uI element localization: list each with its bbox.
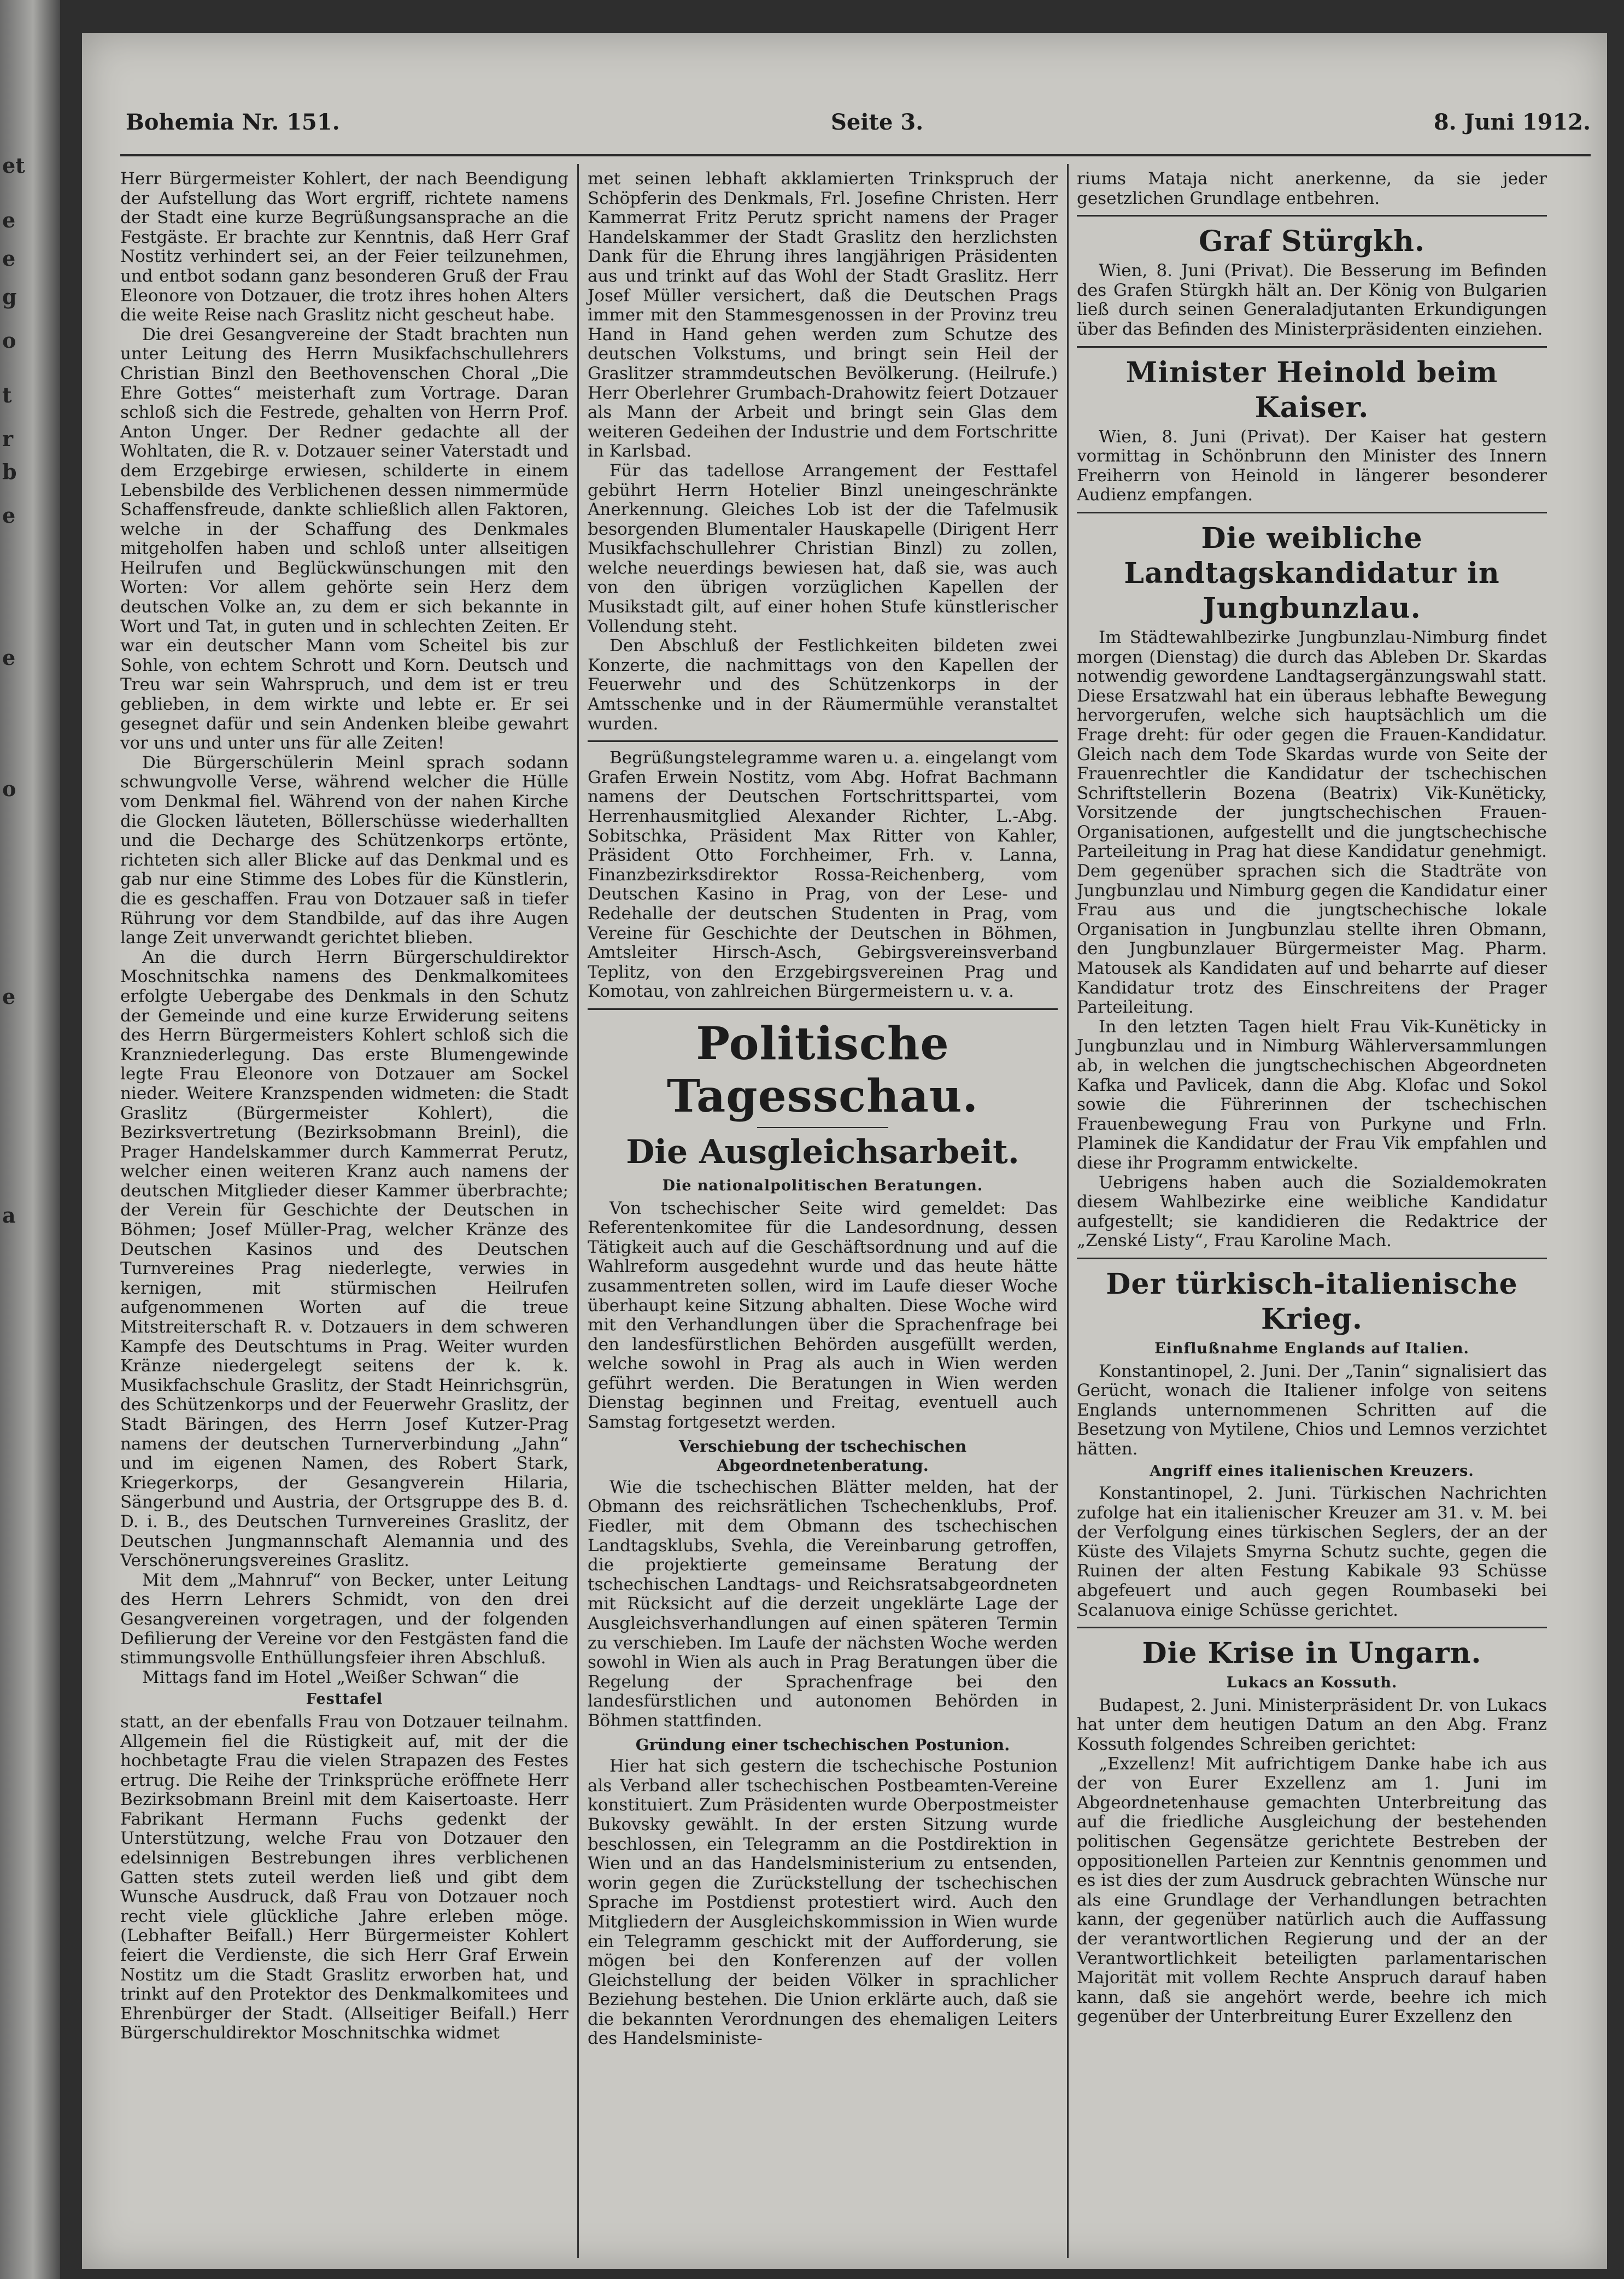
- adjacent-page-edge: [0, 0, 60, 2279]
- article-subtitle: Die nationalpolitischen Beratungen.: [662, 1177, 983, 1194]
- edge-fragment: et: [2, 153, 25, 178]
- article-paragraph: Hier hat sich gestern die tschechische Postunion als Verband aller tschechischen Postbeamten-Vereine konstituiert. Zum Präsidenten wurde Oberpostmeister Bukovsky gewählt. In der ersten Sitzung wurde beschlossen, ein Telegramm an die Postdirektion in Wien und an das Handelsministerium zu entsenden, worin gegen die Zurückstellung der tschechischen Sprache im Postdienst protestiert wird. Auch den Mitgliedern der Ausgleichskommission in Wien wurde ein Telegramm geschickt mit der Aufforderung, sie mögen bei den Konferenzen auf der vollen Gleichstellung der beiden Völker in sprachlicher Beziehung bestehen. Die Union erklärte auch, daß sie die bekannten Verordnungen des ehemaligen Leiters des Handelsministe-: [588, 1756, 1058, 2049]
- column-3: [1077, 170, 1547, 2027]
- article-paragraph: Mit dem „Mahnruf“ von Becker, unter Leitung des Herrn Lehrers Schmidt, von den drei Gesangvereinen vorgetragen, und der folgenden Defilierung der Vereine vor den Festgästen fand die stimmungsvolle Enthüllungsfeier ihren Abschluß.: [120, 1570, 568, 1668]
- page-header: [126, 109, 1591, 148]
- page-number: Seite 3.: [831, 109, 924, 135]
- article-paragraph: Konstantinopel, 2. Juni. Türkischen Nachrichten zufolge hat ein italienischer Kreuzer am 31. v. M. bei der Verfolgung eines türkischen Seglers, der an der Küste des Vilajets Smyrna Schutz suchte, gegen die Ruinen der alten Festung Kabikale 93 Schüsse abgefeuert und auch gegen Roumbaseki bei Scalanuova einige Schüsse gerichtet.: [1077, 1483, 1547, 1620]
- edge-fragment: o: [2, 328, 16, 353]
- column-divider: [577, 164, 579, 2258]
- article-paragraph: Begrüßungstelegramme waren u. a. eingelangt vom Grafen Erwein Nostitz, vom Abg. Hofrat Bachmann namens der Deutschen Fortschrittspartei, vom Herrenhausmitglied Alexander Richter, L.-Abg. Sobitschka, Präsident Max Ritter von Kahler, Präsident Otto Forchheimer, Frh. v. Lanna, Finanzbezirksdirektor Rossa-Reichenberg, vom Deutschen Kasino in Prag, von der Lese- und Redehalle der deutschen Studenten in Prag, vom Vereine für Geschichte der Deutschen in Böhmen, Amtsleiter Hirsch-Asch, Gebirgsvereinsverband Teplitz, von den Erzgebirgsvereinen Prag und Komotau, von zahlreichen Bürgermeistern u. v. a.: [588, 748, 1058, 1002]
- section-rule: [588, 740, 1058, 742]
- article-paragraph: An die durch Herrn Bürgerschuldirektor Moschnitschka namens des Denkmalkomitees erfolgte Uebergabe des Denkmals in den Schutz der Gemeinde und eine kurze Erwiderung seitens des Herrn Bürgermeisters Kohlert schloß sich die Kranzniederlegung. Das erste Blumengewinde legte Frau Eleonore von Dotzauer am Sockel nieder. Weitere Kranzspenden widmeten: die Stadt Graslitz (Bürgermeister Kohlert), die Bezirksvertretung (Bezirksobmann Breinl), die Prager Handelskammer durch Kammerrat Perutz, welcher einen weiteren Kranz auch namens der deutschen Mitglieder dieser Kammer überbrachte; der Verein für Geschichte der Deutschen in Böhmen; Josef Müller-Prag, welcher Kränze des Deutschen Kasinos und des Deutschen Turnvereines Prag niederlegte, verwies in kernigen, mit stürmischen Heilrufen aufgenommenen Worten auf die treue Mitstreiterschaft R. v. Dotzauers in dem schweren Kampfe des Deutschtums in Prag. Weiter wurden Kränze niedergelegt seitens der k. k. Musikfachschule Graslitz, der Stadt Heinrichsgrün, des Schützenkorps und der Feuerwehr Graslitz, der Stadt Bäringen, des Herrn Josef Kutzer-Prag namens der deutschen Turnerverbindung „Jahn“ und im eigenen Namen, des Robert Stark, Kriegerkorps, der Gesangverein Hilaria, Sängerbund und Austria, der Ortsgruppe des B. d. D. i. B., des Deutschen Turnvereines Graslitz, der Deutschen Jungmannschaft Alemannia und des Verschönerungsvereines Graslitz.: [120, 947, 568, 1571]
- section-rule: [1077, 1258, 1547, 1259]
- column-1: [120, 170, 568, 2043]
- article-paragraph: In den letzten Tagen hielt Frau Vik-Kunëticky in Jungbunzlau und in Nimburg Wählerversammlungen ab, in welchen die jungtschechischen Abgeordneten Kafka und Pavlicek, dann die Abg. Klofac und Sokol sowie die Führerinnen der tschechischen Frauenbewegung Frau von Purkyne und Frln. Plaminek die Kandidatur der Frau Vik empfahlen und diese ihr Programm entwickelte.: [1077, 1016, 1547, 1173]
- article-subtitle: Einflußnahme Englands auf Italien.: [1154, 1340, 1469, 1357]
- edge-fragment: r: [2, 426, 14, 451]
- article-paragraph: riums Mataja nicht anerkenne, da sie jeder gesetzlichen Grundlage entbehren.: [1077, 169, 1547, 208]
- article-paragraph: Budapest, 2. Juni. Ministerpräsident Dr. von Lukacs hat unter dem heutigen Datum an den Abg. Franz Kossuth folgendes Schreiben gerichtet:: [1077, 1695, 1547, 1755]
- article-paragraph: Von tschechischer Seite wird gemeldet: Das Referentenkomitee für die Landesordnung, dessen Tätigkeit auch auf die Geschäftsordnung und auf die Wahlreform ausgedehnt wurde und das heute hätte zusammentreten sollen, wird im Laufe dieser Woche überhaupt keine Sitzung abhalten. Diese Woche wird mit den Verhandlungen über die Sprachenfrage bei den landesfürstlichen Behörden ausgefüllt werden, welche sowohl in Prag als auch in Wien werden geführt werden. Die Beratungen in Wien werden Dienstag beginnen und Freitag, eventuell auch Samstag fortgesetzt werden.: [588, 1198, 1058, 1433]
- article-paragraph: Die Bürgerschülerin Meinl sprach sodann schwungvolle Verse, während welcher die Hülle vom Denkmal fiel. Während von der nahen Kirche die Glocken läuteten, Böllerschüsse wiederhallten und die Decharge des Schützenkorps ertönte, richteten sich aller Blicke auf das Denkmal und es gab nur eine Stimme des Lobes für die Künstlerin, die es geschaffen. Frau von Dotzauer saß in tiefer Rührung vor dem Standbilde, auf das ihre Augen lange Zeit unverwandt gerichtet blieben.: [120, 752, 568, 948]
- edge-fragment: t: [2, 383, 12, 407]
- article-heading: Die weibliche Landtagskandidatur in Jungbunzlau.: [1124, 521, 1500, 625]
- article-paragraph: Wien, 8. Juni (Privat). Die Besserung im Befinden des Grafen Stürgkh hält an. Der König von Bulgarien ließ durch seinen Generaladjutanten Erkundigungen über das Befinden des Ministerpräsidenten einziehen.: [1077, 261, 1547, 339]
- article-subtitle: Lukacs an Kossuth.: [1226, 1674, 1398, 1692]
- article-paragraph: Wien, 8. Juni (Privat). Der Kaiser hat gestern vormittag in Schönbrunn den Minister des Innern Freiherrn von Heinold in längerer besonderer Audienz empfangen.: [1077, 426, 1547, 505]
- article-paragraph: Im Städtewahlbezirke Jungbunzlau-Nimburg findet morgen (Dienstag) die durch das Ableben Dr. Skardas notwendig gewordene Landtagsergänzungswahl statt. Diese Ersatzwahl hat ein überaus lebhafte Bewegung hervorgerufen, welche sich hauptsächlich um die Frage dreht: für oder gegen die Frauen-Kandidatur. Gleich nach dem Tode Skardas wurde von Seite der Frauenrechtler die Kandidatur der tschechischen Schriftstellerin Bozena (Beatrix) Vik-Kunëticky, Vorsitzende der jungtschechischen Frauen-Organisationen, aufgestellt und die jungtschechische Parteileitung in Prag hat diese Kandidatur genehmigt. Dem gegenüber sprachen sich die Stadträte von Jungbunzlau und Nimburg gegen die Kandidatur einer Frau aus und die jungtschechische lokale Organisation in Jungbunzlau stellte ihren Obmann, den Jungbunzlauer Bürgermeister Mag. Pharm. Matousek als Kandidaten auf und beharrte auf dieser Kandidatur trotz des Einschreitens der Prager Parteileitung.: [1077, 627, 1547, 1018]
- article-paragraph: Herr Bürgermeister Kohlert, der nach Beendigung der Aufstellung das Wort ergriff, richtete namens der Stadt eine kurze Begrüßungsansprache an die Festgäste. Er brachte zur Kenntnis, daß Herr Graf Nostitz verhindert sei, an der Feier teilzunehmen, und entbot sodann ganz besonderen Gruß der Frau Eleonore von Dotzauer, die trotz ihres hohen Alters die weite Reise nach Graslitz nicht gescheut habe.: [120, 169, 568, 325]
- article-paragraph: Wie die tschechischen Blätter melden, hat der Obmann des reichsrätlichen Tschechenklubs, Prof. Fiedler, mit dem Obmann des tschechischen Landtagsklubs, Svehla, die Vereinbarung getroffen, die projektierte gemeinsame Beratung der tschechischen Landtags- und Reichsratsabgeordneten mit Rücksicht auf die derzeit ungeklärte Lage der Ausgleichsverhandlungen auf einen späteren Termin zu verschieben. Im Laufe der nächsten Woche werden sowohl in Wien als auch in Prag Beratungen über die Regelung der Sprachenfrage bei den landesfürstlichen und autonomen Behörden in Böhmen stattfinden.: [588, 1477, 1058, 1731]
- article-paragraph: Uebrigens haben auch die Sozialdemokraten diesem Wahlbezirke eine weibliche Kandidatur aufgestellt; sie kandidieren die Redaktrice der „Zenské Listy“, Frau Karoline Mach.: [1077, 1172, 1547, 1251]
- publication-issue: Bohemia Nr. 151.: [126, 109, 340, 135]
- article-paragraph: Die drei Gesangvereine der Stadt brachten nun unter Leitung des Herrn Musikfachschullehrers Christian Binzl den Beethovenschen Choral „Die Ehre Gottes“ meisterhaft zum Vortrage. Daran schloß sich die Festrede, gehalten von Herrn Prof. Anton Unger. Der Redner gedachte all der Wohltaten, die R. v. Dotzauer seiner Vaterstadt und dem Erzgebirge erwiesen, schilderte in einem Lebensbilde des Verblichenen dessen nimmermüde Schaffensfreude, dankte schließlich allen Faktoren, welche in der Schaffung des Denkmales mitgeholfen haben und schloß unter allseitigen Heilrufen und Beglückwünschungen mit den Worten: Vor allem gehörte sein Herz dem deutschen Volke an, zu dem er sich bekannte in Wort und Tat, in guten und in schlechten Zeiten. Er war ein deutscher Mann vom Scheitel bis zur Sohle, von echtem Schrott und Korn. Deutsch und Treu war sein Wahrspruch, und dem ist er treu geblieben, in dem wirkte und lebte er. Er sei gesegnet dafür und sein Andenken bleibe gewahrt vor uns und unter uns für alle Zeiten!: [120, 324, 568, 753]
- article-paragraph: statt, an der ebenfalls Frau von Dotzauer teilnahm. Allgemein fiel die Rüstigkeit auf, mit der die hochbetagte Frau die vielen Strapazen des Festes ertrug. Die Reihe der Trinksprüche eröffnete Herr Bezirksobmann Breinl mit dem Kaisertoaste. Herr Fabrikant Hermann Fuchs gedenkt der Unterstützung, welche Frau von Dotzauer den edelsinnigen Bestrebungen ihres verblichenen Gatten stets zuteil werden ließ und gibt dem Wunsche Ausdruck, daß Frau von Dotzauer noch recht viele glückliche Jahre erleben möge. (Lebhafter Beifall.) Herr Bürgermeister Kohlert feiert die Verdienste, die sich Herr Graf Erwein Nostitz um die Stadt Graslitz erworben hat, und trinkt auf den Protektor des Denkmalkomitees und Ehrenbürger der Stadt. (Allseitiger Beifall.) Herr Bürgerschuldirektor Moschnitschka widmet: [120, 1711, 568, 2043]
- article-subheading: Verschiebung der tschechischen Abgeordnetenberatung.: [678, 1436, 967, 1475]
- edge-fragment: e: [2, 984, 16, 1009]
- article-paragraph: Für das tadellose Arrangement der Festtafel gebührt Herrn Hotelier Binzl uneingeschränkte Anerkennung. Gleiches Lob ist der die Tafelmusik besorgenden Blumentaler Hauskapelle (Dirigent Herr Musikfachschullehrer Christian Binzl) zu zollen, welche neuerdings bewiesen hat, daß sie, was auch von den übrigen vorzüglichen Kapellen der Musikstadt gilt, auf einer hohen Stufe künstlerischer Vollendung steht.: [588, 460, 1058, 636]
- heading-rule: [757, 1127, 888, 1128]
- article-subheading: Gründung einer tschechischen Postunion.: [635, 1735, 1010, 1754]
- article-heading: Der türkisch-italienische Krieg.: [1106, 1267, 1518, 1336]
- article-heading: Die Krise in Ungarn.: [1142, 1637, 1482, 1670]
- section-subtitle: Festtafel: [306, 1691, 383, 1708]
- article-paragraph: Den Abschluß der Festlichkeiten bildeten zwei Konzerte, die nachmittags von den Kapellen der Feuerwehr und des Schützenkorps in der Amtsschenke und in der Räumermühle veranstaltet wurden.: [588, 636, 1058, 734]
- edge-fragment: e: [2, 246, 16, 271]
- column-2: [588, 170, 1058, 2049]
- section-rule: [1077, 346, 1547, 348]
- article-paragraph: „Exzellenz! Mit aufrichtigem Danke habe ich aus der von Eurer Exzellenz am 1. Juni im Abgeordnetenhause gemachten Unterbreitung das auf die friedliche Ausgleichung der bestehenden politischen Gegensätze gerichtete Bestreben der oppositionellen Parteien zur Kenntnis genommen und es ist dies der zum Ausdruck gebrachten Wünsche nur als eine Grundlage der Verhandlungen betrachten kann, der gegenüber natürlich auch die Auffassung der verantwortlichen Regierung und der an der Verantwortlichkeit beteiligten parlamentarischen Majorität mit vollem Rechte Anspruch darauf haben kann, daß sie angehört werde, beehre ich mich gegenüber der Unterbreitung Eurer Exzellenz den: [1077, 1754, 1547, 2027]
- article-heading: Minister Heinold beim Kaiser.: [1125, 355, 1498, 424]
- edge-fragment: e: [2, 503, 16, 528]
- edge-fragment: e: [2, 645, 16, 670]
- section-rule: [1077, 215, 1547, 217]
- edge-fragment: a: [2, 1203, 16, 1228]
- column-divider: [1067, 164, 1069, 2258]
- section-rule: [1077, 512, 1547, 513]
- edge-fragment: b: [2, 459, 17, 484]
- article-paragraph: Mittags fand im Hotel „Weißer Schwan“ die: [142, 1667, 519, 1687]
- header-rule: [120, 154, 1591, 156]
- edge-fragment: e: [2, 208, 16, 232]
- issue-date: 8. Juni 1912.: [1433, 109, 1591, 135]
- article-subtitle: Angriff eines italienischen Kreuzers.: [1150, 1462, 1474, 1480]
- article-heading: Die Ausgleichsarbeit.: [626, 1132, 1019, 1171]
- section-rule: [1077, 1627, 1547, 1628]
- section-rule: [588, 1008, 1058, 1010]
- article-paragraph: met seinen lebhaft akklamierten Trinkspruch der Schöpferin des Denkmals, Frl. Josefine Christen. Herr Kammerrat Fritz Perutz spricht namens der Prager Handelskammer der Stadt Graslitz den herzlichsten Dank für die Ehrung ihres langjährigen Präsidenten aus und trinkt auf das Wohl der Stadt Graslitz. Herr Josef Müller versichert, daß die Deutschen Prags immer mit den Stammesgenossen in der Provinz treu Hand in Hand gehen werden zum Schutze des deutschen Volkstums, und bringt sein Heil der Graslitzer strammdeutschen Bevölkerung. (Heilrufe.) Herr Oberlehrer Grumbach-Drahowitz feiert Dotzauer als Mann der Arbeit und bringt sein Glas dem weiteren Gedeihen der Industrie und dem Fortschritte in Karlsbad.: [588, 169, 1058, 461]
- edge-fragment: g: [2, 284, 17, 309]
- newspaper-page: [82, 33, 1607, 2269]
- edge-fragment: o: [2, 776, 16, 801]
- article-heading: Graf Stürgkh.: [1198, 225, 1426, 259]
- section-heading: Politische Tagesschau.: [667, 1017, 978, 1123]
- article-paragraph: Konstantinopel, 2. Juni. Der „Tanin“ signalisiert das Gerücht, wonach die Italiener infolge von seitens Englands unternommenen Schritten auf die Besetzung von Mytilene, Chios und Lemnos verzichtet hätten.: [1077, 1361, 1547, 1459]
